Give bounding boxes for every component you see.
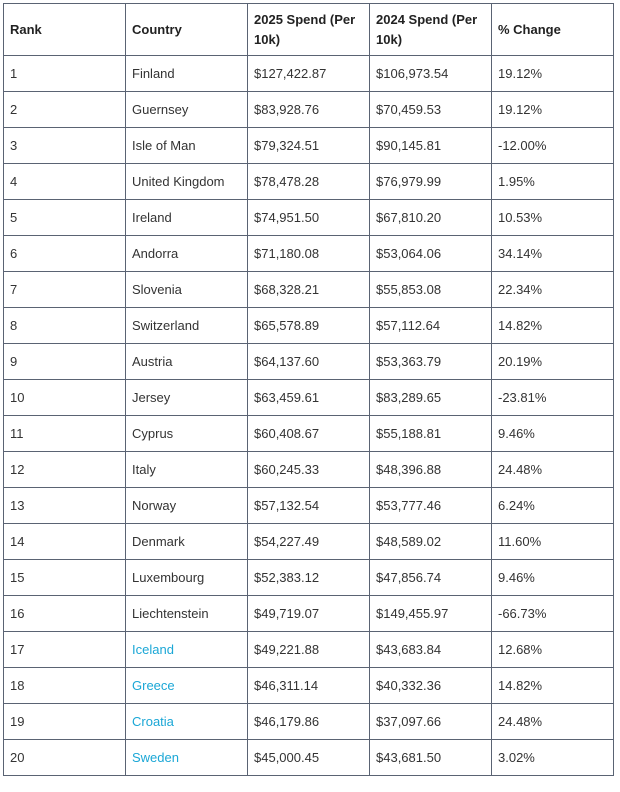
- change-cell: 11.60%: [492, 524, 614, 560]
- spend-2025-cell: $54,227.49: [248, 524, 370, 560]
- rank-cell: 8: [4, 308, 126, 344]
- rank-cell: 13: [4, 488, 126, 524]
- country-link[interactable]: Sweden: [132, 750, 179, 765]
- rank-cell: 5: [4, 200, 126, 236]
- country-cell: Switzerland: [126, 308, 248, 344]
- spend-2025-cell: $74,951.50: [248, 200, 370, 236]
- country-cell: Liechtenstein: [126, 596, 248, 632]
- table-row: [4, 272, 614, 308]
- spend-2024-cell: $83,289.65: [370, 380, 492, 416]
- change-cell: 24.48%: [492, 452, 614, 488]
- spend-2025-cell: $65,578.89: [248, 308, 370, 344]
- spend-2025-cell: $45,000.45: [248, 740, 370, 776]
- rank-cell: 10: [4, 380, 126, 416]
- country-cell: Slovenia: [126, 272, 248, 308]
- rank-cell: 14: [4, 524, 126, 560]
- spend-2025-cell: $52,383.12: [248, 560, 370, 596]
- country-cell: Ireland: [126, 200, 248, 236]
- rank-cell: 11: [4, 416, 126, 452]
- spend-2025-cell: $79,324.51: [248, 128, 370, 164]
- table-header: [4, 4, 614, 56]
- country-cell: Italy: [126, 452, 248, 488]
- table-row: [4, 704, 614, 740]
- spend-2025-cell: $49,719.07: [248, 596, 370, 632]
- spend-2025-cell: $78,478.28: [248, 164, 370, 200]
- header-spend-2025: 2025 Spend (Per 10k): [248, 4, 370, 56]
- table-row: [4, 164, 614, 200]
- change-cell: 14.82%: [492, 308, 614, 344]
- spend-2024-cell: $48,396.88: [370, 452, 492, 488]
- rank-cell: 12: [4, 452, 126, 488]
- change-cell: 9.46%: [492, 560, 614, 596]
- table-row: [4, 380, 614, 416]
- table-row: [4, 740, 614, 776]
- country-cell: [126, 740, 248, 776]
- table-row: [4, 344, 614, 380]
- table-body: [4, 56, 614, 776]
- country-cell: Austria: [126, 344, 248, 380]
- change-cell: 14.82%: [492, 668, 614, 704]
- country-cell: [126, 704, 248, 740]
- rank-cell: 16: [4, 596, 126, 632]
- rank-cell: 15: [4, 560, 126, 596]
- table-row: [4, 128, 614, 164]
- spend-2024-cell: $55,188.81: [370, 416, 492, 452]
- country-cell: Jersey: [126, 380, 248, 416]
- table-row: [4, 452, 614, 488]
- table-row: [4, 488, 614, 524]
- spend-2025-cell: $63,459.61: [248, 380, 370, 416]
- country-cell: United Kingdom: [126, 164, 248, 200]
- spend-2025-cell: $46,311.14: [248, 668, 370, 704]
- table-row: [4, 236, 614, 272]
- change-cell: 20.19%: [492, 344, 614, 380]
- spend-2024-cell: $67,810.20: [370, 200, 492, 236]
- spend-2025-cell: $49,221.88: [248, 632, 370, 668]
- spend-2024-cell: $70,459.53: [370, 92, 492, 128]
- spend-2025-cell: $71,180.08: [248, 236, 370, 272]
- spend-2024-cell: $53,363.79: [370, 344, 492, 380]
- country-cell: [126, 632, 248, 668]
- table-row: [4, 308, 614, 344]
- change-cell: -23.81%: [492, 380, 614, 416]
- change-cell: -12.00%: [492, 128, 614, 164]
- rank-cell: 2: [4, 92, 126, 128]
- header-change: % Change: [492, 4, 614, 56]
- country-cell: Finland: [126, 56, 248, 92]
- change-cell: 12.68%: [492, 632, 614, 668]
- change-cell: -66.73%: [492, 596, 614, 632]
- header-row: [4, 4, 614, 56]
- spend-2024-cell: $76,979.99: [370, 164, 492, 200]
- rank-cell: 1: [4, 56, 126, 92]
- spend-2025-cell: $127,422.87: [248, 56, 370, 92]
- rank-cell: 9: [4, 344, 126, 380]
- table-row: [4, 596, 614, 632]
- header-country: Country: [126, 4, 248, 56]
- country-cell: Luxembourg: [126, 560, 248, 596]
- spend-2025-cell: $60,408.67: [248, 416, 370, 452]
- table-row: [4, 524, 614, 560]
- country-cell: Denmark: [126, 524, 248, 560]
- header-rank: Rank: [4, 4, 126, 56]
- country-cell: Cyprus: [126, 416, 248, 452]
- rank-cell: 18: [4, 668, 126, 704]
- country-cell: Andorra: [126, 236, 248, 272]
- spend-2024-cell: $53,064.06: [370, 236, 492, 272]
- rank-cell: 19: [4, 704, 126, 740]
- change-cell: 19.12%: [492, 56, 614, 92]
- spend-2024-cell: $37,097.66: [370, 704, 492, 740]
- change-cell: 1.95%: [492, 164, 614, 200]
- country-cell: Norway: [126, 488, 248, 524]
- spend-2024-cell: $90,145.81: [370, 128, 492, 164]
- spend-2024-cell: $40,332.36: [370, 668, 492, 704]
- spend-2024-cell: $55,853.08: [370, 272, 492, 308]
- change-cell: 19.12%: [492, 92, 614, 128]
- spend-2024-cell: $43,683.84: [370, 632, 492, 668]
- rank-cell: 20: [4, 740, 126, 776]
- rank-cell: 6: [4, 236, 126, 272]
- country-cell: [126, 668, 248, 704]
- spend-2024-cell: $106,973.54: [370, 56, 492, 92]
- spend-2025-cell: $83,928.76: [248, 92, 370, 128]
- table-row: [4, 200, 614, 236]
- header-spend-2024: 2024 Spend (Per 10k): [370, 4, 492, 56]
- spend-2025-cell: $68,328.21: [248, 272, 370, 308]
- spend-2025-cell: $46,179.86: [248, 704, 370, 740]
- table-row: [4, 560, 614, 596]
- rank-cell: 7: [4, 272, 126, 308]
- change-cell: 34.14%: [492, 236, 614, 272]
- table-row: [4, 92, 614, 128]
- table-row: [4, 632, 614, 668]
- spend-2025-cell: $60,245.33: [248, 452, 370, 488]
- country-link[interactable]: Greece: [132, 678, 175, 693]
- change-cell: 6.24%: [492, 488, 614, 524]
- spend-2025-cell: $57,132.54: [248, 488, 370, 524]
- change-cell: 22.34%: [492, 272, 614, 308]
- rank-cell: 3: [4, 128, 126, 164]
- spend-2024-cell: $53,777.46: [370, 488, 492, 524]
- table-row: [4, 416, 614, 452]
- spend-2024-cell: $43,681.50: [370, 740, 492, 776]
- change-cell: 24.48%: [492, 704, 614, 740]
- rank-cell: 4: [4, 164, 126, 200]
- country-link[interactable]: Croatia: [132, 714, 174, 729]
- spend-2025-cell: $64,137.60: [248, 344, 370, 380]
- country-cell: Guernsey: [126, 92, 248, 128]
- spend-table: [3, 3, 614, 776]
- rank-cell: 17: [4, 632, 126, 668]
- table-row: [4, 668, 614, 704]
- table-row: [4, 56, 614, 92]
- spend-2024-cell: $149,455.97: [370, 596, 492, 632]
- spend-table-container: [3, 3, 614, 776]
- spend-2024-cell: $47,856.74: [370, 560, 492, 596]
- spend-2024-cell: $48,589.02: [370, 524, 492, 560]
- change-cell: 9.46%: [492, 416, 614, 452]
- change-cell: 3.02%: [492, 740, 614, 776]
- country-link[interactable]: Iceland: [132, 642, 174, 657]
- country-cell: Isle of Man: [126, 128, 248, 164]
- change-cell: 10.53%: [492, 200, 614, 236]
- spend-2024-cell: $57,112.64: [370, 308, 492, 344]
